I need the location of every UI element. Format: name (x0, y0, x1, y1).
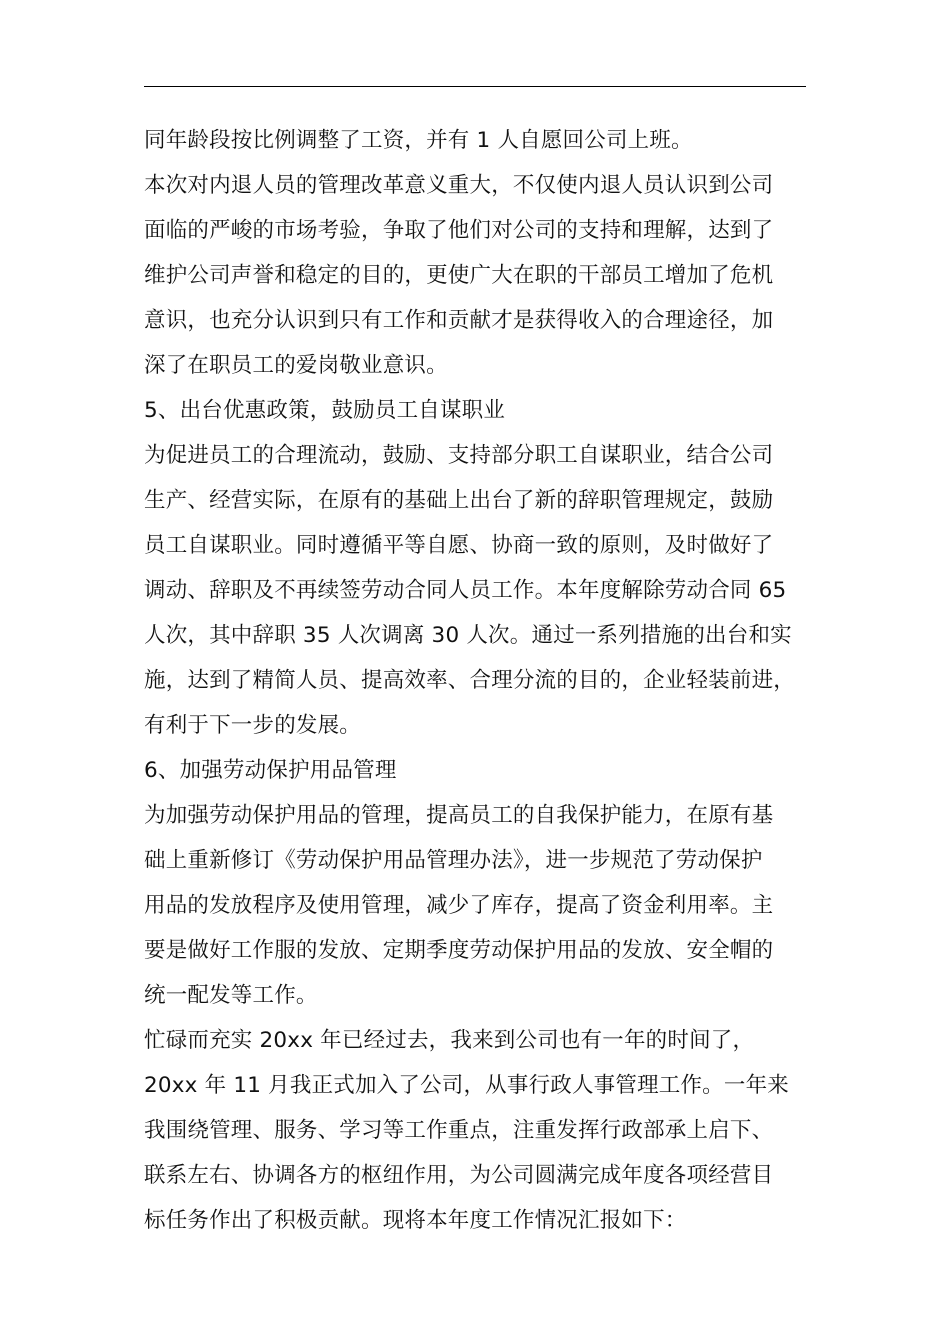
body-line: 生产、经营实际，在原有的基础上出台了新的辞职管理规定，鼓励 (144, 488, 774, 513)
body-line: 我围绕管理、服务、学习等工作重点，注重发挥行政部承上启下、 (144, 1118, 774, 1143)
header-divider (144, 86, 806, 87)
body-line: 忙碌而充实 20xx 年已经过去，我来到公司也有一年的时间了， (144, 1028, 755, 1053)
body-line: 深了在职员工的爱岗敬业意识。 (144, 353, 448, 378)
body-line: 人次，其中辞职 35 人次调离 30 人次。通过一系列措施的出台和实 (144, 623, 792, 648)
body-line: 同年龄段按比例调整了工资，并有 1 人自愿回公司上班。 (144, 128, 693, 153)
body-line: 有利于下一步的发展。 (144, 713, 362, 738)
body-line: 调动、辞职及不再续签劳动合同人员工作。本年度解除劳动合同 65 (144, 578, 787, 603)
body-line: 统一配发等工作。 (144, 983, 318, 1008)
body-line: 本次对内退人员的管理改革意义重大，不仅使内退人员认识到公司 (144, 173, 774, 198)
section-heading-6: 6、加强劳动保护用品管理 (144, 758, 397, 783)
body-line: 意识，也充分认识到只有工作和贡献才是获得收入的合理途径，加 (144, 308, 774, 333)
body-line: 用品的发放程序及使用管理，减少了库存，提高了资金利用率。主 (144, 893, 774, 918)
body-line: 施，达到了精简人员、提高效率、合理分流的目的，企业轻装前进， (144, 668, 796, 693)
body-line: 20xx 年 11 月我正式加入了公司，从事行政人事管理工作。一年来 (144, 1073, 789, 1098)
body-line: 联系左右、协调各方的枢纽作用，为公司圆满完成年度各项经营目 (144, 1163, 774, 1188)
body-line: 为加强劳动保护用品的管理，提高员工的自我保护能力，在原有基 (144, 803, 774, 828)
body-line: 础上重新修订《劳动保护用品管理办法》，进一步规范了劳动保护 (144, 848, 763, 873)
document-body (144, 118, 824, 1243)
body-line: 为促进员工的合理流动，鼓励、支持部分职工自谋职业，结合公司 (144, 443, 774, 468)
body-line: 要是做好工作服的发放、定期季度劳动保护用品的发放、安全帽的 (144, 938, 774, 963)
body-line: 员工自谋职业。同时遵循平等自愿、协商一致的原则，及时做好了 (144, 533, 774, 558)
body-line: 面临的严峻的市场考验，争取了他们对公司的支持和理解，达到了 (144, 218, 774, 243)
body-line: 标任务作出了积极贡献。现将本年度工作情况汇报如下： (144, 1208, 687, 1233)
body-line: 维护公司声誉和稳定的目的，更使广大在职的干部员工增加了危机 (144, 263, 774, 288)
section-heading-5: 5、出台优惠政策，鼓励员工自谋职业 (144, 398, 506, 423)
